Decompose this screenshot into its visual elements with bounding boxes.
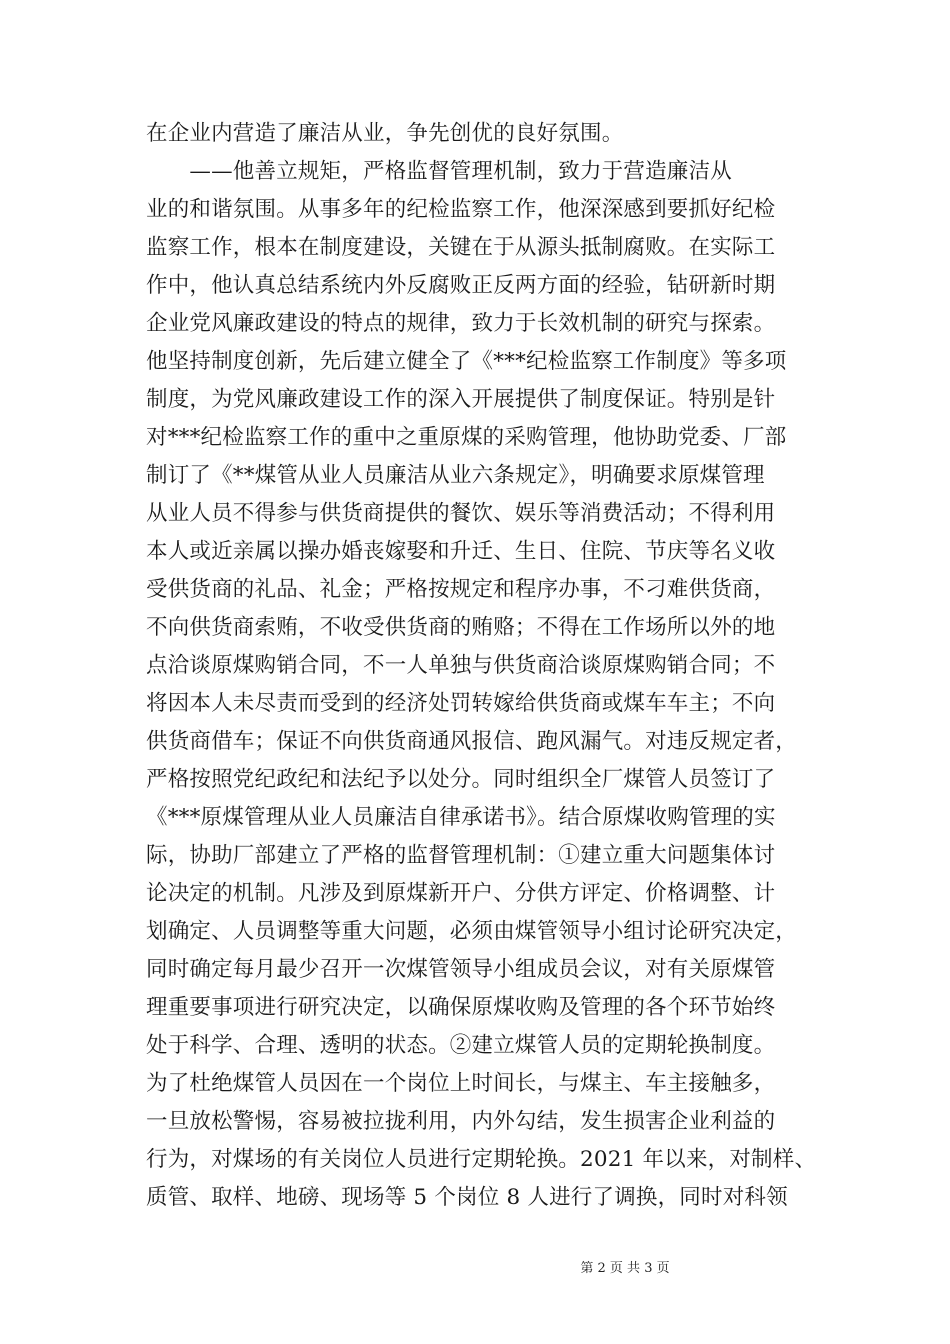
page-number-footer: 第 2 页 共 3 页	[580, 1261, 670, 1276]
text-line: 企业党风廉政建设的特点的规律，致力于长效机制的研究与探索。	[146, 311, 776, 336]
text-line: 从业人员不得参与供货商提供的餐饮、娱乐等消费活动；不得利用	[146, 501, 776, 526]
text-line: 行为，对煤场的有关岗位人员进行定期轮换。2021 年以来，对制样、	[146, 1147, 817, 1172]
text-line: 际，协助厂部建立了严格的监督管理机制：①建立重大问题集体讨	[146, 843, 776, 868]
text-line: 受供货商的礼品、礼金；严格按规定和程序办事，不刁难供货商，	[146, 577, 776, 602]
text-line: 作中，他认真总结系统内外反腐败正反两方面的经验，钻研新时期	[146, 273, 776, 298]
text-line: 将因本人未尽责而受到的经济处罚转嫁给供货商或煤车车主；不向	[146, 691, 776, 716]
text-line: 监察工作，根本在制度建设，关键在于从源头抵制腐败。在实际工	[146, 235, 776, 260]
text-line: 业的和谐氛围。从事多年的纪检监察工作，他深深感到要抓好纪检	[146, 197, 776, 222]
text-line: 划确定、人员调整等重大问题，必须由煤管领导小组讨论研究决定，	[146, 919, 798, 944]
text-line: ——他善立规矩，严格监督管理机制，致力于营造廉洁从	[146, 159, 732, 184]
text-line: 不向供货商索贿，不收受供货商的贿赂；不得在工作场所以外的地	[146, 615, 776, 640]
text-line: 理重要事项进行研究决定，以确保原煤收购及管理的各个环节始终	[146, 995, 776, 1020]
text-line: 一旦放松警惕，容易被拉拢利用，内外勾结，发生损害企业利益的	[146, 1109, 776, 1134]
text-line: 制订了《**煤管从业人员廉洁从业六条规定》，明确要求原煤管理	[146, 463, 765, 488]
text-line: 对***纪检监察工作的重中之重原煤的采购管理，他协助党委、厂部	[146, 425, 787, 450]
text-line: 他坚持制度创新，先后建立健全了《***纪检监察工作制度》等多项	[146, 349, 787, 374]
text-line: 《***原煤管理从业人员廉洁自律承诺书》。结合原煤收购管理的实	[146, 805, 776, 830]
text-line: 为了杜绝煤管人员因在一个岗位上时间长，与煤主、车主接触多，	[146, 1071, 776, 1096]
text-line: 质管、取样、地磅、现场等 5 个岗位 8 人进行了调换，同时对科领	[146, 1185, 788, 1210]
text-line: 制度，为党风廉政建设工作的深入开展提供了制度保证。特别是针	[146, 387, 776, 412]
text-line: 在企业内营造了廉洁从业，争先创优的良好氛围。	[146, 121, 624, 146]
text-line: 供货商借车；保证不向供货商通风报信、跑风漏气。对违反规定者，	[146, 729, 798, 754]
text-line: 严格按照党纪政纪和法纪予以处分。同时组织全厂煤管人员签订了	[146, 767, 776, 792]
text-line: 点洽谈原煤购销合同，不一人单独与供货商洽谈原煤购销合同；不	[146, 653, 776, 678]
text-line: 论决定的机制。凡涉及到原煤新开户、分供方评定、价格调整、计	[146, 881, 776, 906]
text-line: 本人或近亲属以操办婚丧嫁娶和升迁、生日、住院、节庆等名义收	[146, 539, 776, 564]
text-line: 同时确定每月最少召开一次煤管领导小组成员会议，对有关原煤管	[146, 957, 776, 982]
text-line: 处于科学、合理、透明的状态。②建立煤管人员的定期轮换制度。	[146, 1033, 776, 1058]
